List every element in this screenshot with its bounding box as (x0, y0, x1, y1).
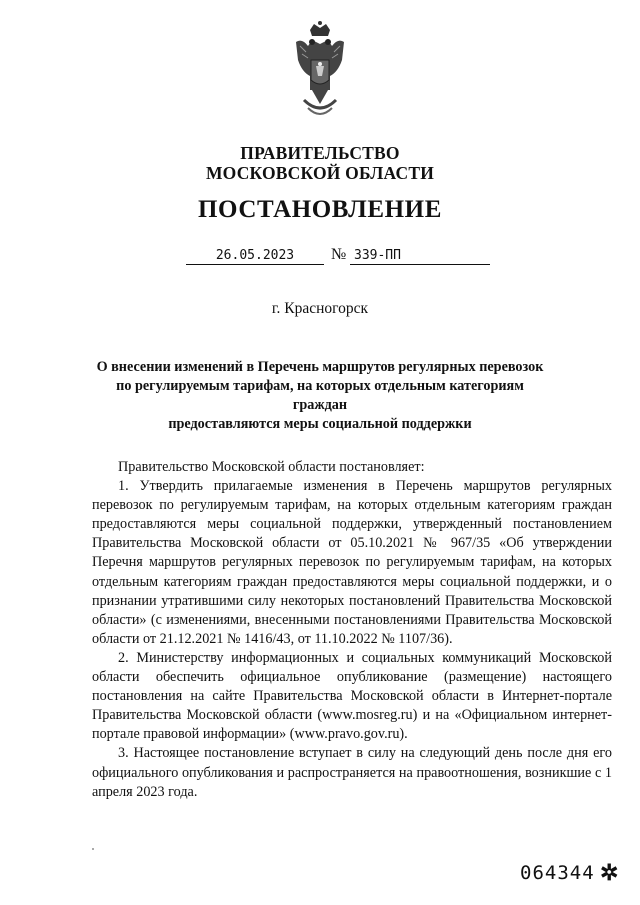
subject-line: предоставляются меры социальной поддержки (168, 416, 472, 432)
body-item-3: 3. Настоящее постановление вступает в силу на следующий день после дня его официального опубликования и распространяется на правоотношения, возникшие с 1 апреля 2023 года. (92, 745, 612, 800)
asterisk-mark-icon: ✲ (600, 860, 619, 885)
document-body (92, 458, 612, 802)
document-subject (90, 358, 550, 434)
subject-line: по регулируемым тарифам, на которых отдельным категориям граждан (116, 378, 524, 413)
coat-of-arms-icon (292, 20, 348, 130)
body-item-1: 1. Утвердить прилагаемые изменения в Перечень маршрутов регулярных перевозок по регулируемым тарифам, на которых отдельным категориям граждан предоставляются меры социальной поддержки, утвержденный постановлением Правительства Московской области от 05.10.2021 № 967/35 «Об утверждении Перечня маршрутов регулярных перевозок по регулируемым тарифам, на которых отдельным категориям граждан предоставляются меры социальной поддержки, и о признании утратившими силу некоторых постановлений Правительства Московской области» (с изменениями, внесенными постановлениями Правительства Московской области от 21.12.2021 № 1416/43, от 11.10.2022 № 1107/36). (92, 478, 612, 647)
number-sign: № (331, 246, 347, 263)
document-date: 26.05.2023 (186, 248, 324, 265)
subject-line: О внесении изменений в Перечень маршрутов регулярных перевозок (96, 359, 544, 375)
org-title-line2: МОСКОВСКОЙ ОБЛАСТИ (205, 163, 435, 183)
document-number: 339-ПП (350, 248, 490, 265)
body-item-2: 2. Министерству информационных и социальных коммуникаций Московской области обеспечить официальное опубликование (размещение) настоящего постановления на сайте Правительства Московской области в Интернет-портале Правительства Московской области (www.mosreg.ru) и на «Официальном интернет-портале правовой информации» (www.pravo.gov.ru). (92, 649, 612, 743)
document-type-title: ПОСТАНОВЛЕНИЕ (197, 196, 443, 223)
scan-speck (92, 848, 94, 850)
city-line: г. Красногорск (271, 300, 369, 317)
org-title-line1: ПРАВИТЕЛЬСТВО (240, 143, 400, 163)
serial-number: 064344 (520, 862, 595, 884)
body-lead: Правительство Московской области постановляет: (118, 459, 425, 475)
